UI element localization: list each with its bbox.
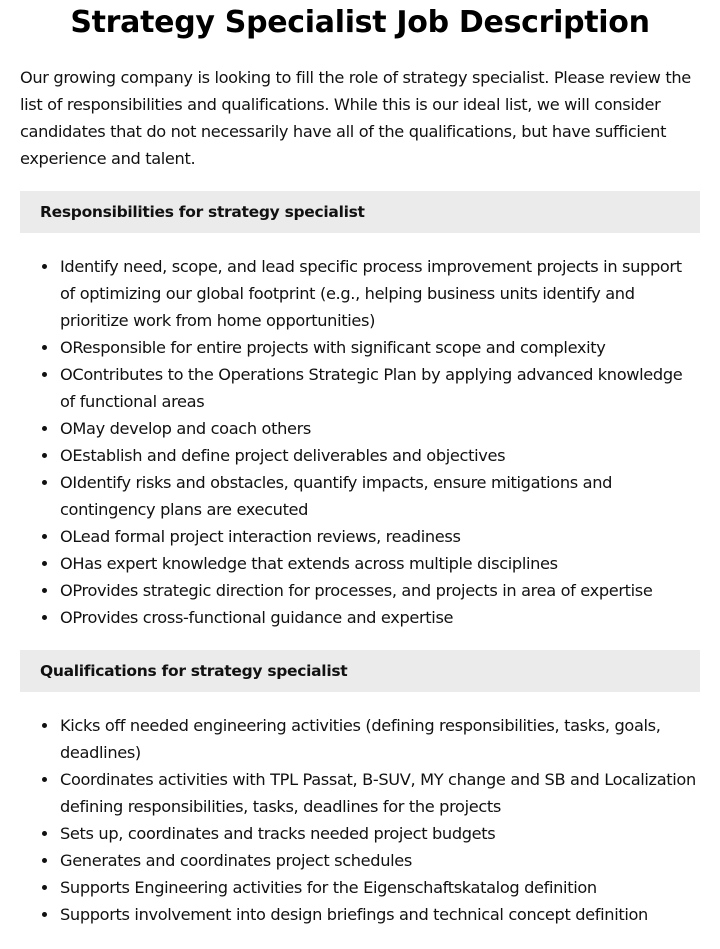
qualifications-heading: Qualifications for strategy specialist <box>20 650 700 692</box>
list-item: Supports Engineering activities for the Eigenschaftskatalog definition <box>20 874 700 901</box>
list-item: OEstablish and define project deliverables and objectives <box>20 442 700 469</box>
intro-paragraph: Our growing company is looking to fill the role of strategy specialist. Please review the list of responsibilities and qualifications. While this is our ideal list, we will consider candidates that do not necessarily have all of the qualifications, but have sufficient experience and talent. <box>20 68 691 168</box>
list-item: Sets up, coordinates and tracks needed project budgets <box>20 820 700 847</box>
responsibilities-heading: Responsibilities for strategy specialist <box>20 191 700 233</box>
list-item: OMay develop and coach others <box>20 415 700 442</box>
list-item: OHas expert knowledge that extends across multiple disciplines <box>20 550 700 577</box>
list-item: Supports involvement into design briefings and technical concept definition <box>20 901 700 928</box>
page-title: Strategy Specialist Job Description <box>70 5 650 40</box>
list-item: OResponsible for entire projects with significant scope and complexity <box>20 334 700 361</box>
list-item: OLead formal project interaction reviews, readiness <box>20 523 700 550</box>
responsibilities-list <box>20 253 700 631</box>
list-item: Identify need, scope, and lead specific process improvement projects in support of optimizing our global footprint (e.g., helping business units identify and prioritize work from home opportunities) <box>20 253 700 334</box>
list-item: Generates and coordinates project schedules <box>20 847 700 874</box>
list-item: OIdentify risks and obstacles, quantify impacts, ensure mitigations and contingency plans are executed <box>20 469 700 523</box>
list-item: Kicks off needed engineering activities (defining responsibilities, tasks, goals, deadlines) <box>20 712 700 766</box>
qualifications-list <box>20 712 700 928</box>
list-item: OProvides strategic direction for processes, and projects in area of expertise <box>20 577 700 604</box>
list-item: OContributes to the Operations Strategic Plan by applying advanced knowledge of functional areas <box>20 361 700 415</box>
list-item: OProvides cross-functional guidance and expertise <box>20 604 700 631</box>
list-item: Coordinates activities with TPL Passat, B-SUV, MY change and SB and Localization defining responsibilities, tasks, deadlines for the projects <box>20 766 700 820</box>
